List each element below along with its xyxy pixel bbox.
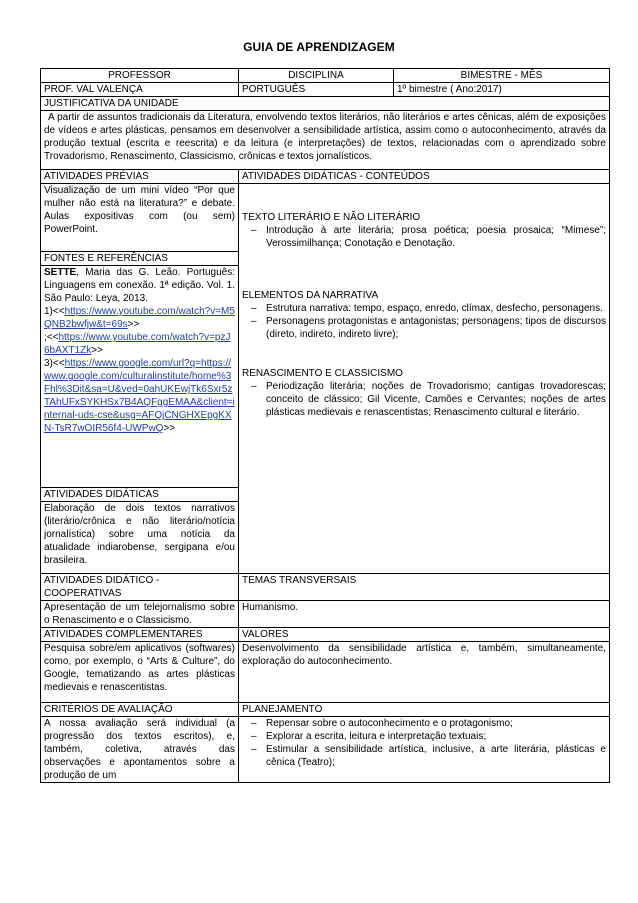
temas-label: TEMAS TRANSVERSAIS — [239, 574, 610, 601]
atividades-previas-text: Visualização de um mini vídeo “Por que mulher não está na literatura?” e debate. Aulas expositivas com (ou sem) PowerPoint. — [44, 185, 235, 235]
youtube-link-2[interactable]: https://www.youtube.com/watch?v=pzJ6bAXT1Zk — [44, 332, 231, 356]
fontes-reference: , Maria das G. Leão. Português: Linguagens em conexão. 1ª edição. Vol. 1. São Paulo: Leya, 2013. — [44, 267, 235, 304]
bimestre-label: BIMESTRE - MÊS — [394, 69, 610, 83]
criterios-text: A nossa avaliação será individual (a progressão dos textos escritos), e, também, coletiva, através das observações e apontamentos sobre a produção de um — [41, 717, 239, 783]
criterios-label-row — [41, 703, 610, 717]
planejamento-label: PLANEJAMENTO — [239, 703, 610, 717]
list-item: – Explorar a escrita, leitura e interpretação textuais; — [251, 731, 487, 742]
disciplina-value: PORTUGUÊS — [239, 83, 394, 97]
list-item: – Periodização literária; noções de Trovadorismo; cantigas trovadorescas; conceito de clássico; Gil Vicente, Camões e Cervantes; noções de artes plásticas medievais e renascentistas; Renascimento cultural e literário. — [251, 381, 606, 418]
document-title: GUIA DE APRENDIZAGEM — [243, 40, 395, 54]
conteudos-label: ATIVIDADES DIDÁTICAS - CONTEÚDOS — [239, 170, 610, 184]
main-header-row — [41, 170, 610, 184]
list-item: – Introdução à arte literária; prosa poética; poesia prosaica; “Mimese”; Verossimilhança; Conotação e Denotação. — [251, 225, 606, 249]
fontes-label: FONTES E REFERÊNCIAS — [41, 251, 238, 265]
section-heading-elementos-narrativa: ELEMENTOS DA NARRATIVA — [242, 290, 379, 301]
valores-text: Desenvolvimento da sensibilidade artística e, também, simultaneamente, exploração do autoconhecimento. — [239, 642, 610, 703]
complementares-text: Pesquisa sobre/em aplicativos (softwares) como, por exemplo, o “Arts & Culture”, do Google, tematizando as artes plásticas medievais e renascentistas. — [41, 642, 239, 703]
link1-suffix: >> — [127, 319, 140, 330]
atividades-didaticas-label: ATIVIDADES DIDÁTICAS — [41, 487, 238, 501]
link2-suffix: >> — [91, 345, 103, 356]
complementares-label: ATIVIDADES COMPLEMENTARES — [41, 628, 239, 642]
cooperativas-label: ATIVIDADES DIDÁTICO - COOPERATIVAS — [41, 574, 239, 601]
professor-value: PROF. VAL VALENÇA — [41, 83, 239, 97]
list-item: – Personagens protagonistas e antagonistas; personagens; tipos de discursos (direto, indireto, indireto livre); — [251, 316, 606, 340]
temas-text: Humanismo. — [239, 601, 610, 628]
criterios-label: CRITÉRIOS DE AVALIAÇÃO — [41, 703, 239, 717]
section-list-elementos-narrativa — [242, 302, 606, 341]
header-row — [41, 69, 610, 83]
cooperativas-text-row — [41, 601, 610, 628]
youtube-link-1[interactable]: https://www.youtube.com/watch?v=M5QNB2bwfjw&t=69s — [44, 306, 235, 330]
cooperativas-text: Apresentação de um telejornalismo sobre o Renascimento e o Classicismo. — [41, 601, 239, 628]
complementares-text-row — [41, 642, 610, 703]
fontes-author: SETTE — [44, 267, 77, 278]
fontes-text — [41, 265, 238, 487]
link3-prefix: 3)<< — [44, 358, 65, 369]
section-heading-renascimento: RENASCIMENTO E CLASSICISMO — [242, 368, 403, 379]
justificativa-label-row — [41, 97, 610, 111]
bimestre-value: 1º bimestre ( Ano:2017) — [394, 83, 610, 97]
justificativa-label: JUSTIFICATIVA DA UNIDADE — [41, 97, 610, 111]
planejamento-cell — [239, 717, 610, 783]
list-item: – Estimular a sensibilidade artística, inclusive, a arte literária, plásticas e cênica (Teatro); — [251, 744, 606, 768]
list-item: – Estrutura narrativa: tempo, espaço, enredo, clímax, desfecho, personagens. — [251, 303, 603, 314]
planejamento-list — [242, 717, 606, 769]
disciplina-label: DISCIPLINA — [239, 69, 394, 83]
justificativa-text: A partir de assuntos tradicionais da Literatura, envolvendo textos literários, não literários e artes cênicas, além de exposições de vídeos e artes plásticas, pensamos em desenvolver a sensibilidade artística, assim como o autoconhecimento, através da produção textual (escrita e reescrita) e da leitura (e interpretações) de textos, relacionadas com o aprendizado sobre Trovadorismo, Renascimento, Classicismo, crônicas e textos jornalísticos. — [41, 111, 610, 170]
section-list-renascimento — [242, 380, 606, 419]
link2-prefix: ;<< — [44, 332, 59, 343]
left-column — [41, 184, 239, 574]
section-list-texto-literario — [242, 224, 606, 250]
section-heading-texto-literario: TEXTO LITERÁRIO E NÃO LITERÁRIO — [242, 212, 421, 223]
header-values-row — [41, 83, 610, 97]
main-content-row — [41, 184, 610, 574]
conteudos-cell — [239, 184, 610, 574]
google-link-3[interactable]: https://www.google.com/url?q=https://www.google.com/culturalinstitute/home%3Fhl%3Dit&sa=U&ved=0ahUKEwjTk6Sxr5zTAhUFxSYKHSx7B4AQFggEMAA&client=internal-uds-cse&usg=AFQjCNGHXEpgKXN-TsR7wOIR56f4-UWPwQ — [44, 358, 235, 434]
complementares-label-row — [41, 628, 610, 642]
valores-label: VALORES — [239, 628, 610, 642]
atividades-previas-label: ATIVIDADES PRÉVIAS — [41, 170, 239, 184]
justificativa-text-row — [41, 111, 610, 170]
cooperativas-label-row — [41, 574, 610, 601]
link3-suffix: >> — [163, 423, 176, 434]
link1-prefix: 1)<< — [44, 306, 65, 317]
criterios-text-row — [41, 717, 610, 783]
list-item: – Repensar sobre o autoconhecimento e o protagonismo; — [251, 718, 513, 729]
professor-label: PROFESSOR — [41, 69, 239, 83]
atividades-didaticas-text: Elaboração de dois textos narrativos (literário/crônica e não literário/notícia jornalística) sobre uma notícia da atualidade indiarobense, sergipana e/ou brasileira. — [41, 501, 238, 573]
learning-guide-table — [40, 68, 610, 783]
